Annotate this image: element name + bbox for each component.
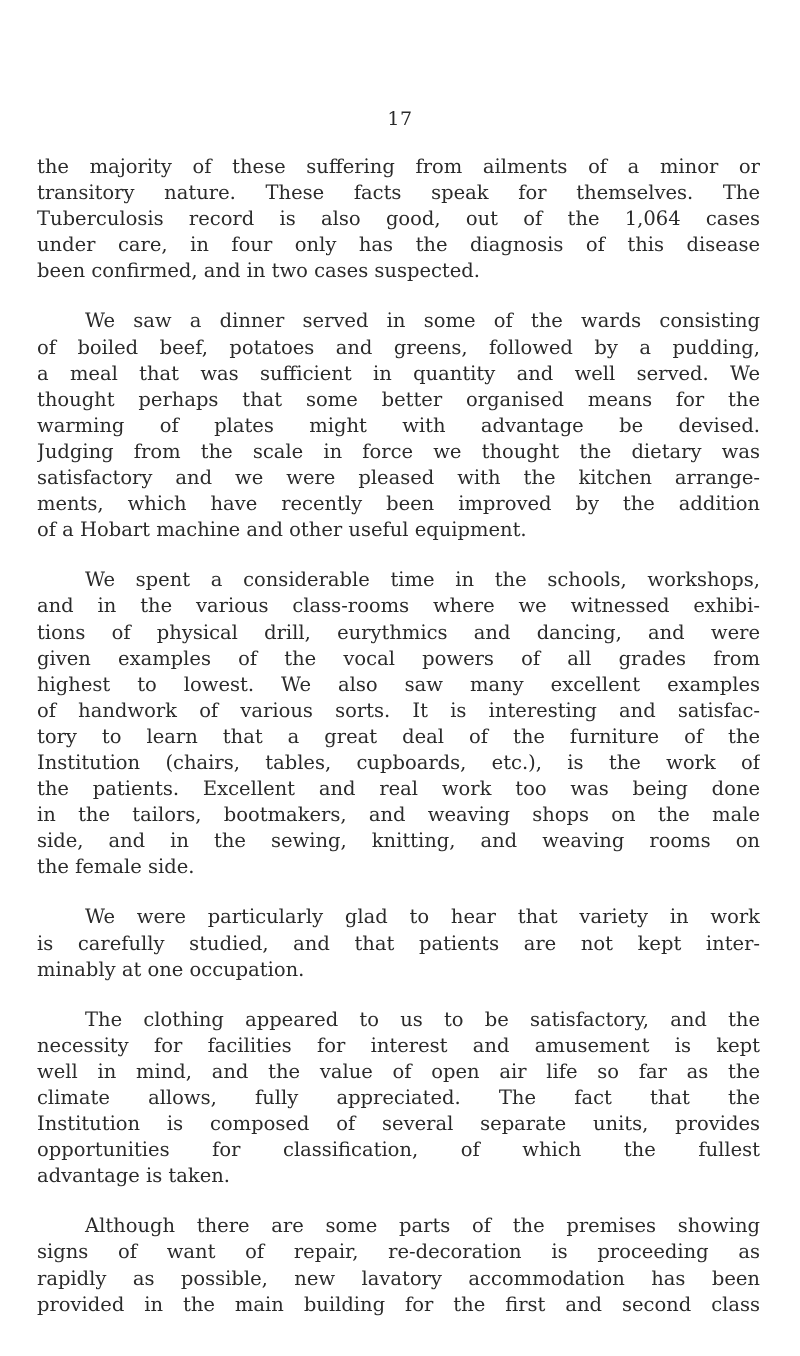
text-line: minably at one occupation.: [37, 957, 305, 981]
page-number: 17: [387, 108, 413, 130]
text-line: rapidly as possible, new lavatory accommodation has been: [37, 1266, 760, 1290]
text-line: provided in the main building for the first and second class: [37, 1292, 760, 1316]
text-line: Institution (chairs, tables, cupboards, etc.), is the work of: [37, 750, 760, 774]
text-line: given examples of the vocal powers of all grades from: [37, 646, 760, 670]
text-line: warming of plates might with advantage be devised.: [37, 413, 760, 437]
text-column: [37, 154, 760, 1342]
text-line: side, and in the sewing, knitting, and weaving rooms on: [37, 829, 760, 853]
text-line: We were particularly glad to hear that variety in work: [85, 905, 760, 929]
text-line: Tuberculosis record is also good, out of the 1,064 cases: [37, 207, 760, 231]
text-line: ments, which have recently been improved by the addition: [37, 492, 760, 516]
text-line: opportunities for classification, of which the fullest: [37, 1138, 760, 1162]
paragraph-1: [37, 154, 760, 284]
text-line: of boiled beef, potatoes and greens, followed by a pudding,: [37, 335, 760, 359]
paragraph-6: [37, 1213, 760, 1317]
text-line: We spent a considerable time in the schools, workshops,: [85, 568, 760, 592]
text-line: satisfactory and we were pleased with the kitchen arrange-: [37, 466, 760, 490]
text-line: under care, in four only has the diagnosis of this disease: [37, 233, 760, 257]
text-line: the majority of these suffering from ailments of a minor or: [37, 155, 760, 178]
text-line: signs of want of repair, re-decoration is proceeding as: [37, 1240, 760, 1264]
text-line: the patients. Excellent and real work too was being done: [37, 777, 760, 801]
text-line: advantage is taken.: [37, 1164, 231, 1188]
text-line: highest to lowest. We also saw many excellent examples: [37, 672, 760, 696]
text-line: Although there are some parts of the premises showing: [85, 1214, 760, 1238]
text-line: transitory nature. These facts speak for themselves. The: [37, 181, 760, 205]
text-line: tory to learn that a great deal of the furniture of the: [37, 724, 760, 748]
text-line: We saw a dinner served in some of the wards consisting: [85, 309, 760, 333]
paragraph-4: [37, 904, 760, 982]
text-line: tions of physical drill, eurythmics and dancing, and were: [37, 620, 760, 644]
text-line: in the tailors, bootmakers, and weaving shops on the male: [37, 803, 760, 827]
text-line: climate allows, fully appreciated. The fact that the: [37, 1086, 760, 1109]
text-line: well in mind, and the value of open air life so far as the: [37, 1059, 760, 1083]
text-line: of handwork of various sorts. It is interesting and satisfac-: [37, 698, 760, 722]
paragraph-3: [37, 567, 760, 880]
text-line: Institution is composed of several separate units, provides: [37, 1112, 760, 1136]
text-line: of a Hobart machine and other useful equipment.: [37, 518, 527, 542]
text-line: and in the various class-rooms where we witnessed exhibi-: [37, 594, 760, 618]
text-line: been confirmed, and in two cases suspected.: [37, 259, 480, 283]
text-line: The clothing appeared to us to be satisfactory, and the: [85, 1007, 760, 1031]
paragraph-5: [37, 1007, 760, 1190]
text-line: necessity for facilities for interest and amusement is kept: [37, 1033, 760, 1057]
paragraph-2: [37, 308, 760, 543]
text-line: thought perhaps that some better organised means for the: [37, 387, 760, 411]
text-line: is carefully studied, and that patients are not kept inter-: [37, 931, 760, 955]
text-line: the female side.: [37, 855, 195, 879]
text-line: a meal that was sufficient in quantity and well served. We: [37, 361, 760, 385]
text-line: Judging from the scale in force we thought the dietary was: [37, 439, 760, 463]
